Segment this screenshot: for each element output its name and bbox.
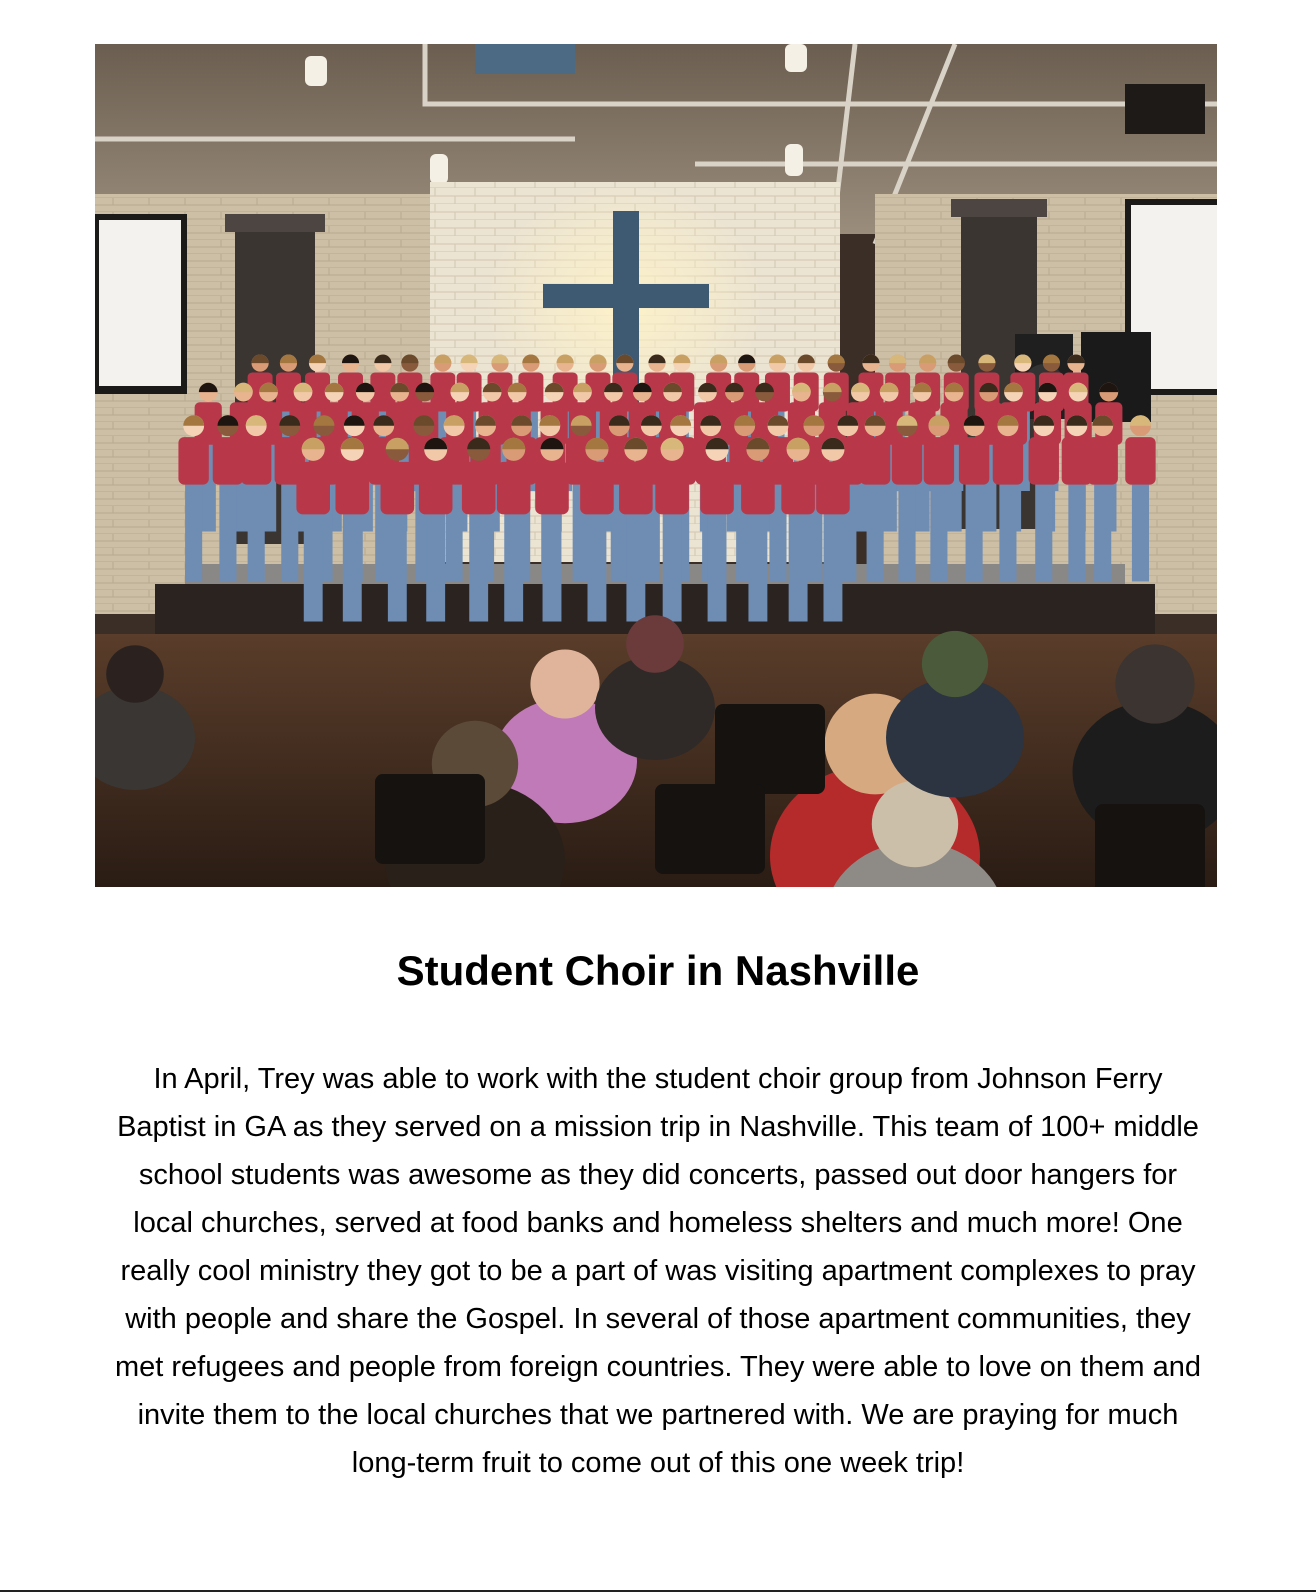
cross-horizontal — [543, 284, 709, 308]
chair — [655, 784, 765, 874]
chair — [375, 774, 485, 864]
choir-photo — [95, 44, 1217, 887]
chair — [715, 704, 825, 794]
ceiling-vent — [475, 44, 575, 74]
choir-photo-illustration — [95, 44, 1217, 887]
choir-group — [178, 354, 1155, 621]
speaker-ceiling — [1125, 84, 1205, 134]
article-title: Student Choir in Nashville — [396, 947, 920, 994]
chair — [1095, 804, 1205, 887]
article-body: In April, Trey was able to work with the student choir group from Johnson Ferry Baptist in GA as they served on a mission trip in Nashville. This team of 100+ middle school students was awesome as they did concerts, passed out door hangers for local churches, served at food banks and homeless shelters and much more! One really cool ministry they got to be a part of was visiting apartment complexes to pray with people and share the Gospel. In several of those apartment communities, they met refugees and people from foreign countries. They were able to love on them and invite them to the local churches that we partnered with. We are praying for much long-term fruit to come out of this one week trip! — [115, 1063, 1201, 1479]
